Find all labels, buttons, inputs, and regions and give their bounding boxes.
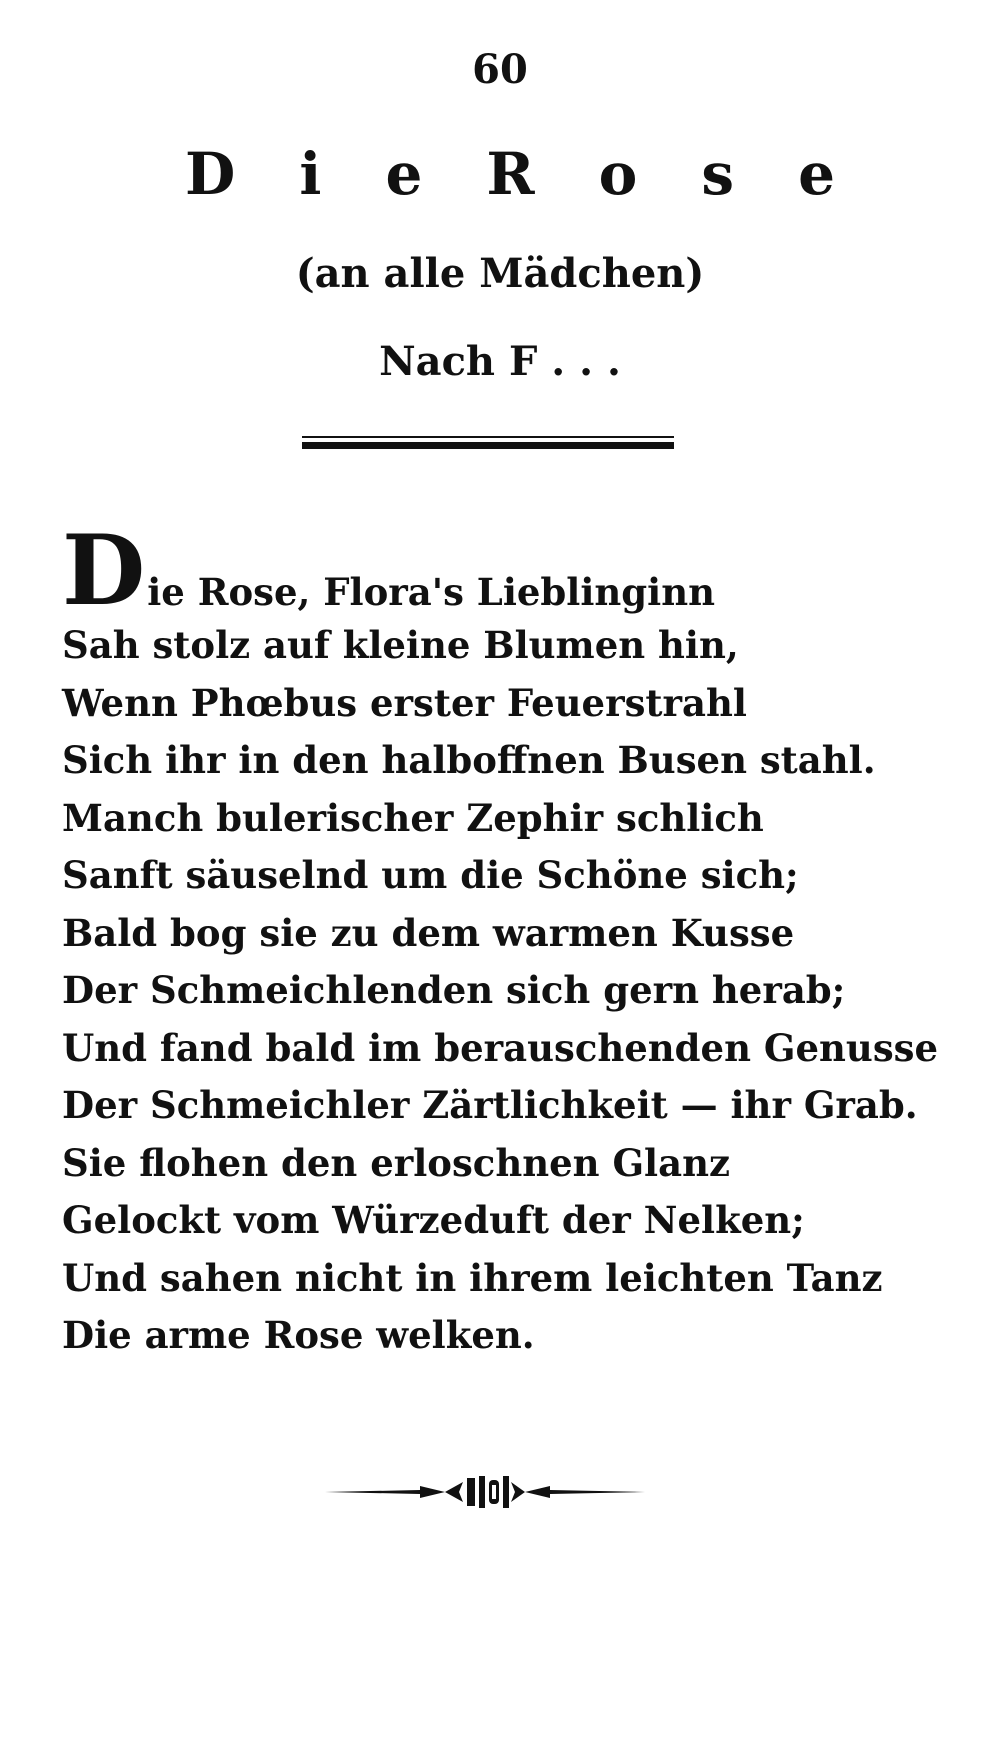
poem-line: Die arme Rose welken. (62, 1313, 535, 1357)
poem-line: Und sahen nicht in ihrem leichten Tanz (62, 1255, 883, 1300)
title-letter: s (701, 140, 735, 208)
poem-body (62, 514, 962, 1365)
poem-line: Manch bulerischer Zephir schlich (62, 795, 764, 840)
title-letter: o (598, 140, 638, 208)
poem-line-first (62, 514, 962, 627)
poem-attribution: Nach F . . . (379, 338, 621, 385)
title-letter: D (185, 140, 236, 208)
poem-line: Der Schmeichler Zärtlichkeit — ihr Grab. (62, 1083, 918, 1127)
title-letter: e (798, 140, 835, 208)
poem-title (185, 140, 835, 208)
page-number: 60 (472, 46, 528, 93)
drop-cap: D (62, 514, 146, 627)
title-letter: e (385, 140, 423, 208)
poem-line: Wenn Phœbus erster Feuerstrahl (62, 680, 747, 725)
poem-line: Sie flohen den erloschnen Glanz (62, 1140, 730, 1185)
poem-line: Sanft säuselnd um die Schöne sich; (62, 853, 799, 897)
printer-ornament-icon (325, 1470, 645, 1514)
poem-line: Sich ihr in den halboffnen Busen stahl. (62, 738, 876, 782)
divider-rule-thin (302, 436, 674, 438)
poem-line: Bald bog sie zu dem warmen Kusse (62, 910, 795, 955)
poem-line: Und fand bald im berauschenden Genusse (62, 1025, 939, 1070)
title-letter: i (299, 140, 322, 208)
poem-line-first-text: ie Rose, Flora's Lieblinginn (147, 570, 716, 614)
divider-rule (302, 442, 674, 449)
poem-line: Sah stolz auf kleine Blumen hin, (62, 623, 739, 667)
poem-line: Der Schmeichlenden sich gern herab; (62, 968, 846, 1012)
poem-dedication: (an alle Mädchen) (295, 250, 705, 297)
poem-line: Gelockt vom Würzeduft der Nelken; (62, 1198, 805, 1242)
title-letter: R (486, 140, 535, 208)
